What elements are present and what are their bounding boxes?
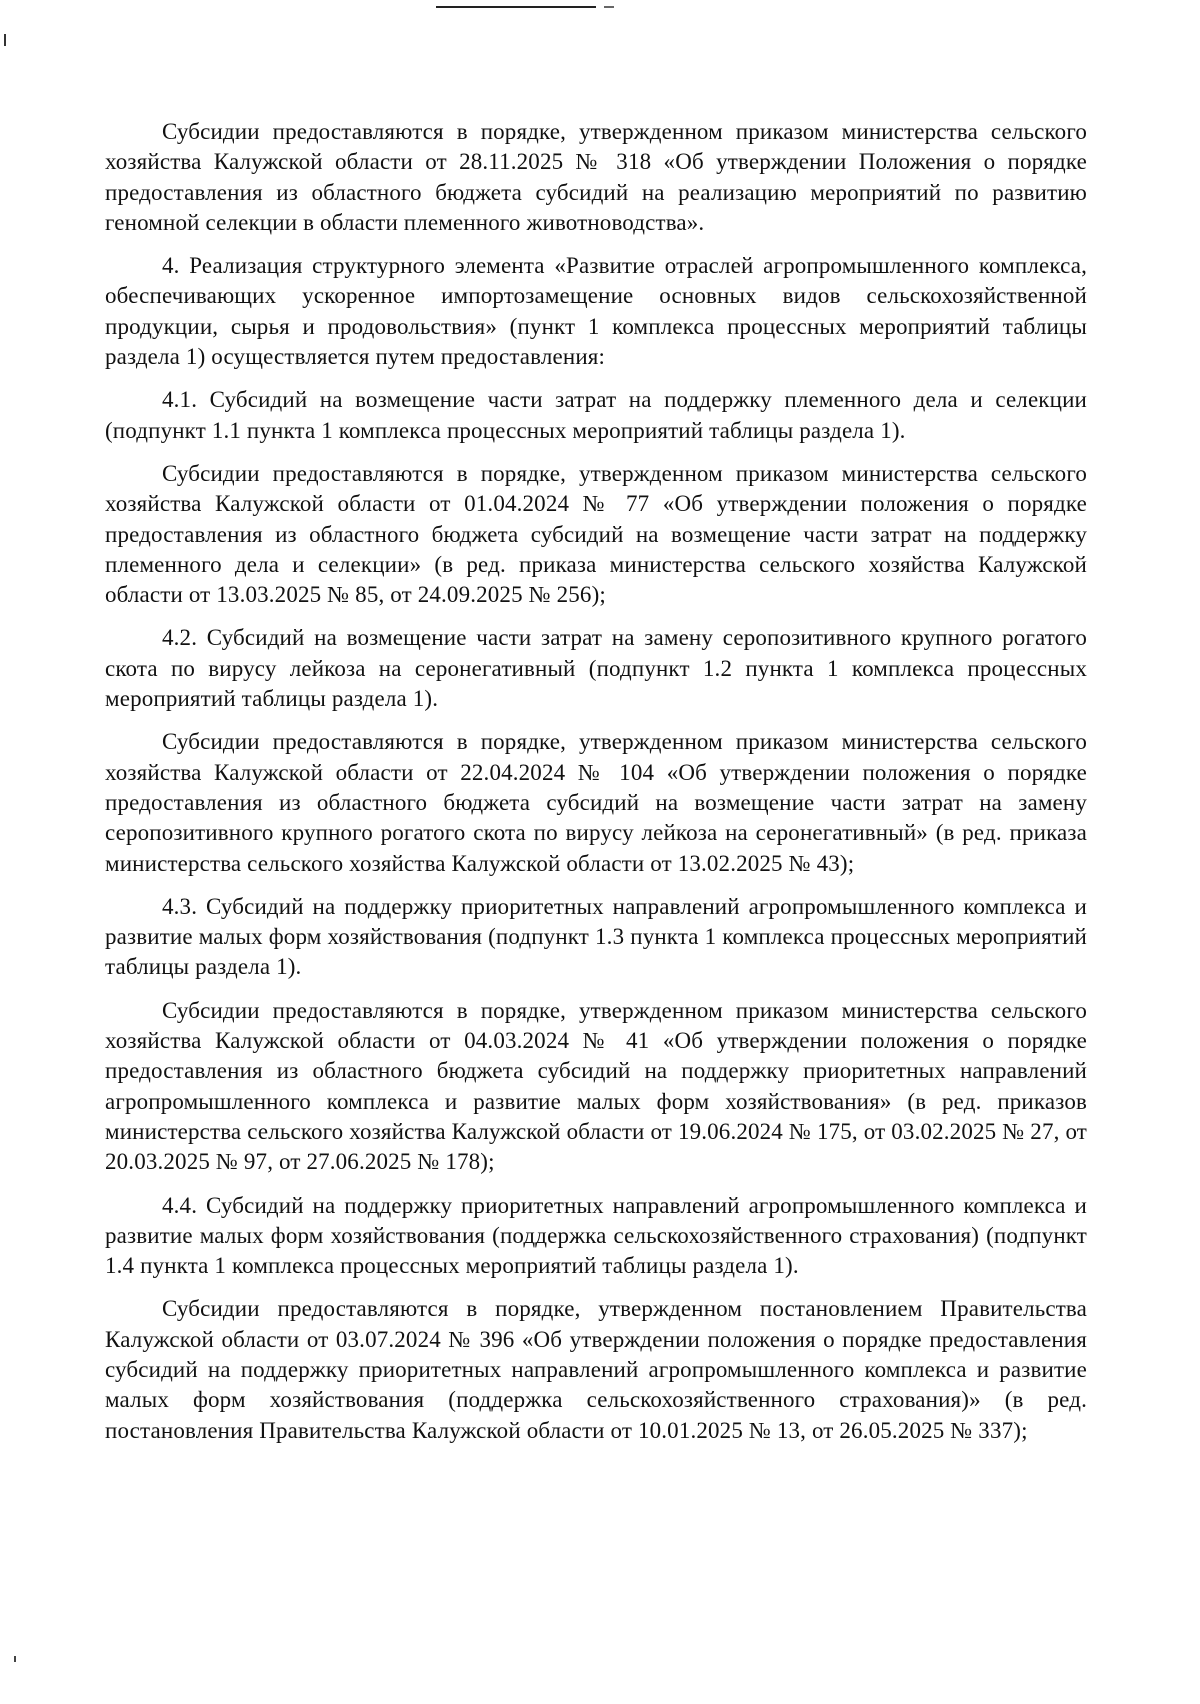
paragraph-subsidy-order-genomic-selection: Субсидии предоставляются в порядке, утвержденном приказом министерства сельского хозяйства Калужской области от 28.11.2025 № 318 «Об утверждении Положения о порядке предоставления из областного бюджета субсидий на реализацию мероприятий по развитию геномной селекции в области племенного животноводства».: [105, 119, 1087, 235]
paragraph-item-4-4-insurance: 4.4. Субсидий на поддержку приоритетных направлений агропромышленного комплекса и развитие малых форм хозяйствования (поддержка сельскохозяйственного страхования) (подпункт 1.4 пункта 1 комплекса процессных мероприятий таблицы раздела 1).: [105, 1192, 1087, 1279]
paragraph-item-4-2-leukosis: 4.2. Субсидий на возмещение части затрат на замену серопозитивного крупного рогатого скота по вирусу лейкоза на серонегативный (подпункт 1.2 пункта 1 комплекса процессных мероприятий таблицы раздела 1).: [105, 625, 1087, 712]
paragraph-subsidy-order-insurance: Субсидии предоставляются в порядке, утвержденном постановлением Правительства Калужской области от 03.07.2024 № 396 «Об утверждении положения о порядке предоставления субсидий на поддержку приоритетных направлений агропромышленного комплекса и развитие малых форм хозяйствования (поддержка сельскохозяйственного страхования)» (в ред. постановления Правительства Калужской области от 10.01.2025 № 13, от 26.05.2025 № 337);: [105, 1296, 1087, 1443]
paragraph-item-4-structural-element: 4. Реализация структурного элемента «Развитие отраслей агропромышленного комплекса, обеспечивающих ускоренное импортозамещение основных видов сельскохозяйственной продукции, сырья и продовольствия» (пункт 1 комплекса процессных мероприятий таблицы раздела 1) осуществляется путем предоставления:: [105, 253, 1087, 370]
paragraph-subsidy-order-leukosis: Субсидии предоставляются в порядке, утвержденном приказом министерства сельского хозяйства Калужской области от 22.04.2024 № 104 «Об утверждении положения о порядке предоставления из областного бюджета субсидий на возмещение части затрат на замену серопозитивного крупного рогатого скота по вирусу лейкоза на серонегативный» (в ред. приказа министерства сельского хозяйства Калужской области от 13.02.2025 № 43);: [105, 729, 1087, 876]
scan-edge-mark-bottom: [14, 1656, 16, 1662]
paragraph-subsidy-order-breeding: Субсидии предоставляются в порядке, утвержденном приказом министерства сельского хозяйства Калужской области от 01.04.2024 № 77 «Об утверждении положения о порядке предоставления из областного бюджета субсидий на возмещение части затрат на поддержку племенного дела и селекции» (в ред. приказа министерства сельского хозяйства Калужской области от 13.03.2025 № 85, от 24.09.2025 № 256);: [105, 460, 1087, 608]
top-scan-rule: [436, 6, 596, 8]
paragraph-item-4-3-priority-directions: 4.3. Субсидий на поддержку приоритетных направлений агропромышленного комплекса и развитие малых форм хозяйствования (подпункт 1.3 пункта 1 комплекса процессных мероприятий таблицы раздела 1).: [105, 893, 1087, 980]
scan-edge-mark: [4, 34, 6, 46]
paragraph-subsidy-order-priority-directions: Субсидии предоставляются в порядке, утвержденном приказом министерства сельского хозяйства Калужской области от 04.03.2024 № 41 «Об утверждении положения о порядке предоставления из областного бюджета субсидий на поддержку приоритетных направлений агропромышленного комплекса и развитие малых форм хозяйствования» (в ред. приказов министерства сельского хозяйства Калужской области от 19.06.2024 № 175, от 03.02.2025 № 27, от 20.03.2025 № 97, от 27.06.2025 № 178);: [105, 997, 1087, 1175]
paragraph-item-4-1-breeding: 4.1. Субсидий на возмещение части затрат на поддержку племенного дела и селекции (подпункт 1.1 пункта 1 комплекса процессных мероприятий таблицы раздела 1).: [105, 387, 1087, 443]
document-page: [105, 117, 1087, 1459]
top-scan-rule-tail: [604, 6, 614, 8]
